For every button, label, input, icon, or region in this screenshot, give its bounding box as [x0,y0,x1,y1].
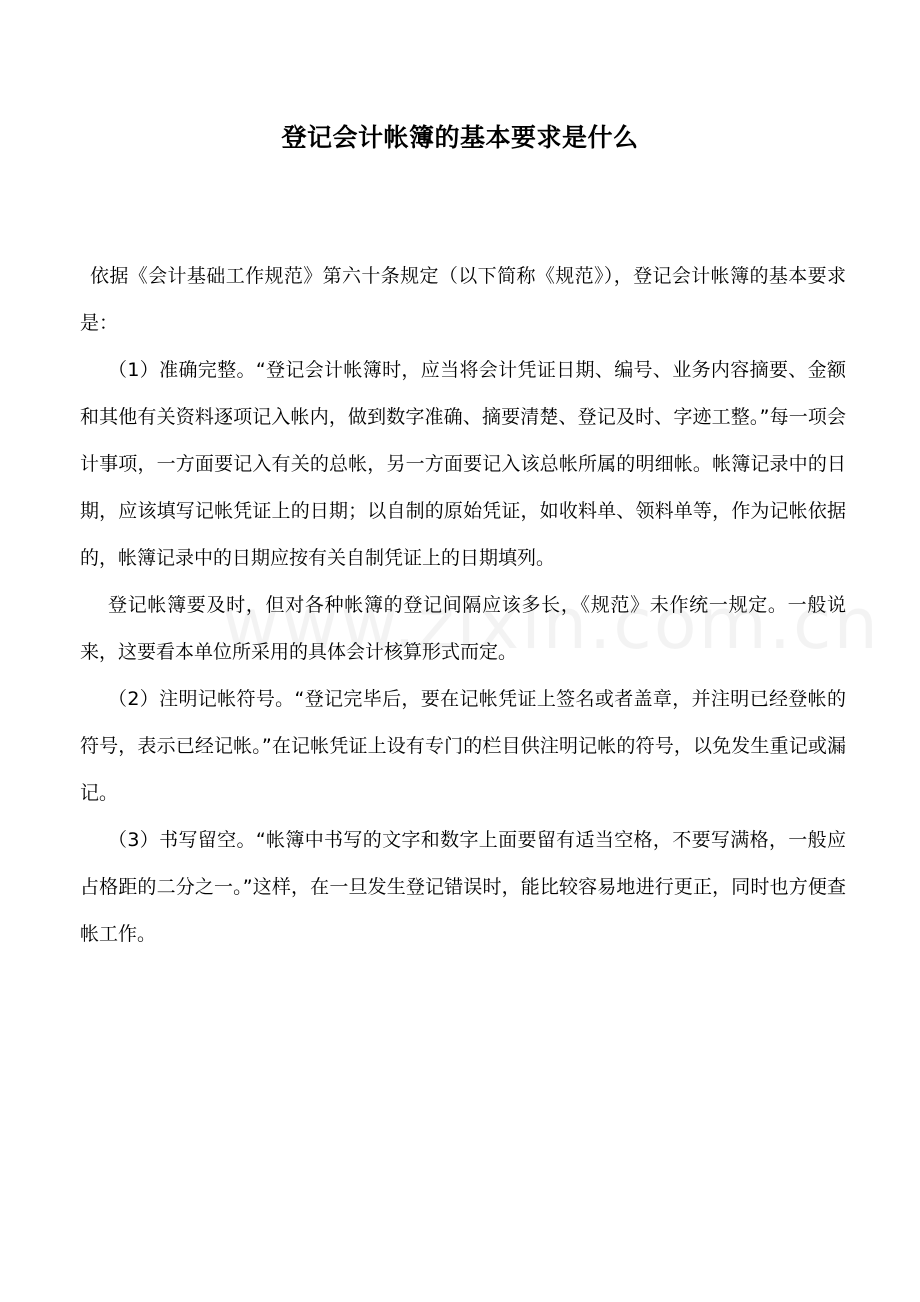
paragraph-accurate-complete: （1）准确完整。“登记会计帐簿时，应当将会计凭证日期、编号、业务内容摘要、金额和其他有关资料逐项记入帐内，做到数字准确、摘要清楚、登记及时、字迹工整。”每一项会计事项，一方面要记入有关的总帐，另一方面要记入该总帐所属的明细帐。帐簿记录中的日期，应该填写记帐凭证上的日期；以自制的原始凭证，如收料单、领料单等，作为记帐依据的，帐簿记录中的日期应按有关自制凭证上的日期填列。 [80,359,846,569]
paragraph-timely-entry: 登记帐簿要及时，但对各种帐簿的登记间隔应该多长，《规范》未作统一规定。一般说来，这要看本单位所采用的具体会计核算形式而定。 [80,594,846,663]
paragraph-posting-mark: （2）注明记帐符号。“登记完毕后，要在记帐凭证上签名或者盖章，并注明已经登帐的符号，表示已经记帐。”在记帐凭证上设有专门的栏目供注明记帐的符号，以免发生重记或漏记。 [80,688,846,804]
paragraph-leave-space: （3）书写留空。“帐簿中书写的文字和数字上面要留有适当空格，不要写满格，一般应占格距的二分之一。”这样，在一旦发生登记错误时，能比较容易地进行更正，同时也方便查帐工作。 [80,829,846,945]
document-body [80,253,846,958]
paragraph-intro: 依据《会计基础工作规范》第六十条规定（以下简称《规范》），登记会计帐簿的基本要求是： [80,265,846,334]
page-title: 登记会计帐簿的基本要求是什么 [281,123,639,152]
